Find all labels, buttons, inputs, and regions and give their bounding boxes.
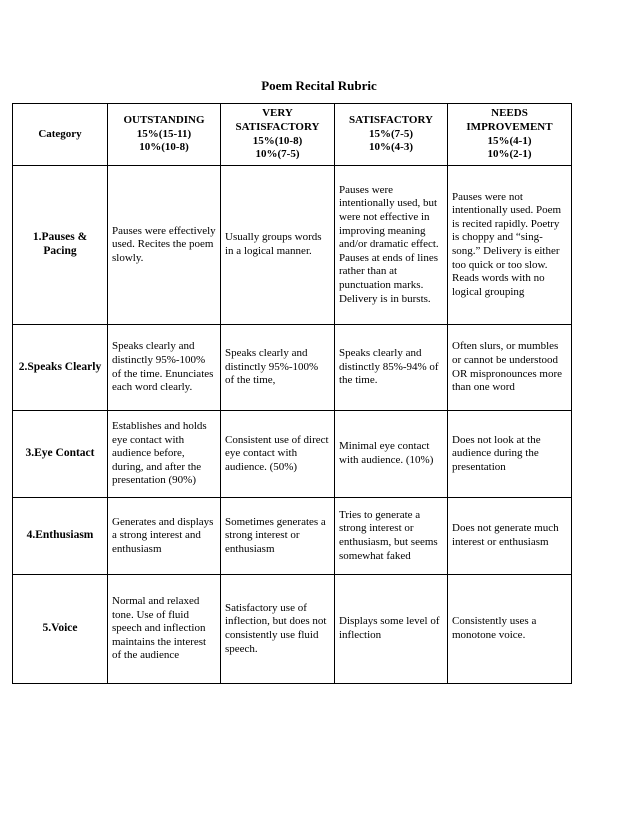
header-outstanding-pct10: 10%(10-8) [139,141,189,154]
very-satisfactory-cell: Consistent use of direct eye contact with audience. (50%) [221,411,335,498]
header-outstanding [108,104,221,166]
header-row [13,104,572,166]
header-very-satisfactory-pct10: 10%(7-5) [255,148,300,161]
satisfactory-cell: Minimal eye contact with audience. (10%) [335,411,448,498]
header-needs-improvement-pct10: 10%(2-1) [487,148,532,161]
category-cell: 2.Speaks Clearly [13,325,108,411]
satisfactory-cell: Pauses were intentionally used, but were not effective in improving meaning and/or dramatic effect. Pauses at ends of lines rather than at punctuation marks. Delivery is in bursts. [335,166,448,325]
outstanding-cell: Normal and relaxed tone. Use of fluid speech and inflection maintains the interest of the audience [108,575,221,684]
outstanding-cell: Establishes and holds eye contact with audience before, during, and after the presentation (90%) [108,411,221,498]
header-category [13,104,108,166]
header-needs-improvement-label-1: NEEDS [491,107,528,120]
needs-improvement-cell: Consistently uses a monotone voice. [448,575,572,684]
very-satisfactory-cell: Satisfactory use of inflection, but does not consistently use fluid speech. [221,575,335,684]
needs-improvement-cell: Does not generate much interest or enthusiasm [448,498,572,575]
outstanding-cell: Generates and displays a strong interest and enthusiasm [108,498,221,575]
outstanding-cell: Pauses were effectively used. Recites the poem slowly. [108,166,221,325]
page-title: Poem Recital Rubric [261,78,377,93]
header-outstanding-pct15: 15%(15-11) [136,127,192,140]
needs-improvement-cell: Does not look at the audience during the presentation [448,411,572,498]
table-row [13,411,572,498]
header-needs-improvement [448,104,572,166]
header-satisfactory-label: SATISFACTORY [349,114,433,127]
header-very-satisfactory-pct15: 15%(10-8) [252,134,303,147]
very-satisfactory-cell: Speaks clearly and distinctly 95%-100% of the time, [221,325,335,411]
header-outstanding-label: OUTSTANDING [123,114,205,127]
satisfactory-cell: Speaks clearly and distinctly 85%-94% of the time. [335,325,448,411]
category-cell: 1.Pauses & Pacing [13,166,108,325]
rubric-table [12,103,572,684]
satisfactory-cell: Displays some level of inflection [335,575,448,684]
header-satisfactory-pct10: 10%(4-3) [369,141,413,154]
header-very-satisfactory-label-2: SATISFACTORY [235,120,320,133]
table-row [13,166,572,325]
header-satisfactory [335,104,448,166]
header-category-label: Category [38,127,82,140]
category-cell: 3.Eye Contact [13,411,108,498]
header-satisfactory-pct15: 15%(7-5) [369,127,413,140]
table-row [13,498,572,575]
outstanding-cell: Speaks clearly and distinctly 95%-100% of the time. Enunciates each word clearly. [108,325,221,411]
header-needs-improvement-label-2: IMPROVEMENT [466,120,553,133]
very-satisfactory-cell: Usually groups words in a logical manner. [221,166,335,325]
needs-improvement-cell: Pauses were not intentionally used. Poem is recited rapidly. Poetry is choppy and “sing-song.” Delivery is either too quick or too slow. Reads words with no logical grouping [448,166,572,325]
very-satisfactory-cell: Sometimes generates a strong interest or enthusiasm [221,498,335,575]
header-very-satisfactory-label-1: VERY [262,107,293,120]
header-very-satisfactory [221,104,335,166]
table-row [13,325,572,411]
satisfactory-cell: Tries to generate a strong interest or enthusiasm, but seems somewhat faked [335,498,448,575]
table-row [13,575,572,684]
needs-improvement-cell: Often slurs, or mumbles or cannot be understood OR mispronounces more than one word [448,325,572,411]
category-cell: 4.Enthusiasm [13,498,108,575]
header-needs-improvement-pct15: 15%(4-1) [487,134,532,147]
category-cell: 5.Voice [13,575,108,684]
